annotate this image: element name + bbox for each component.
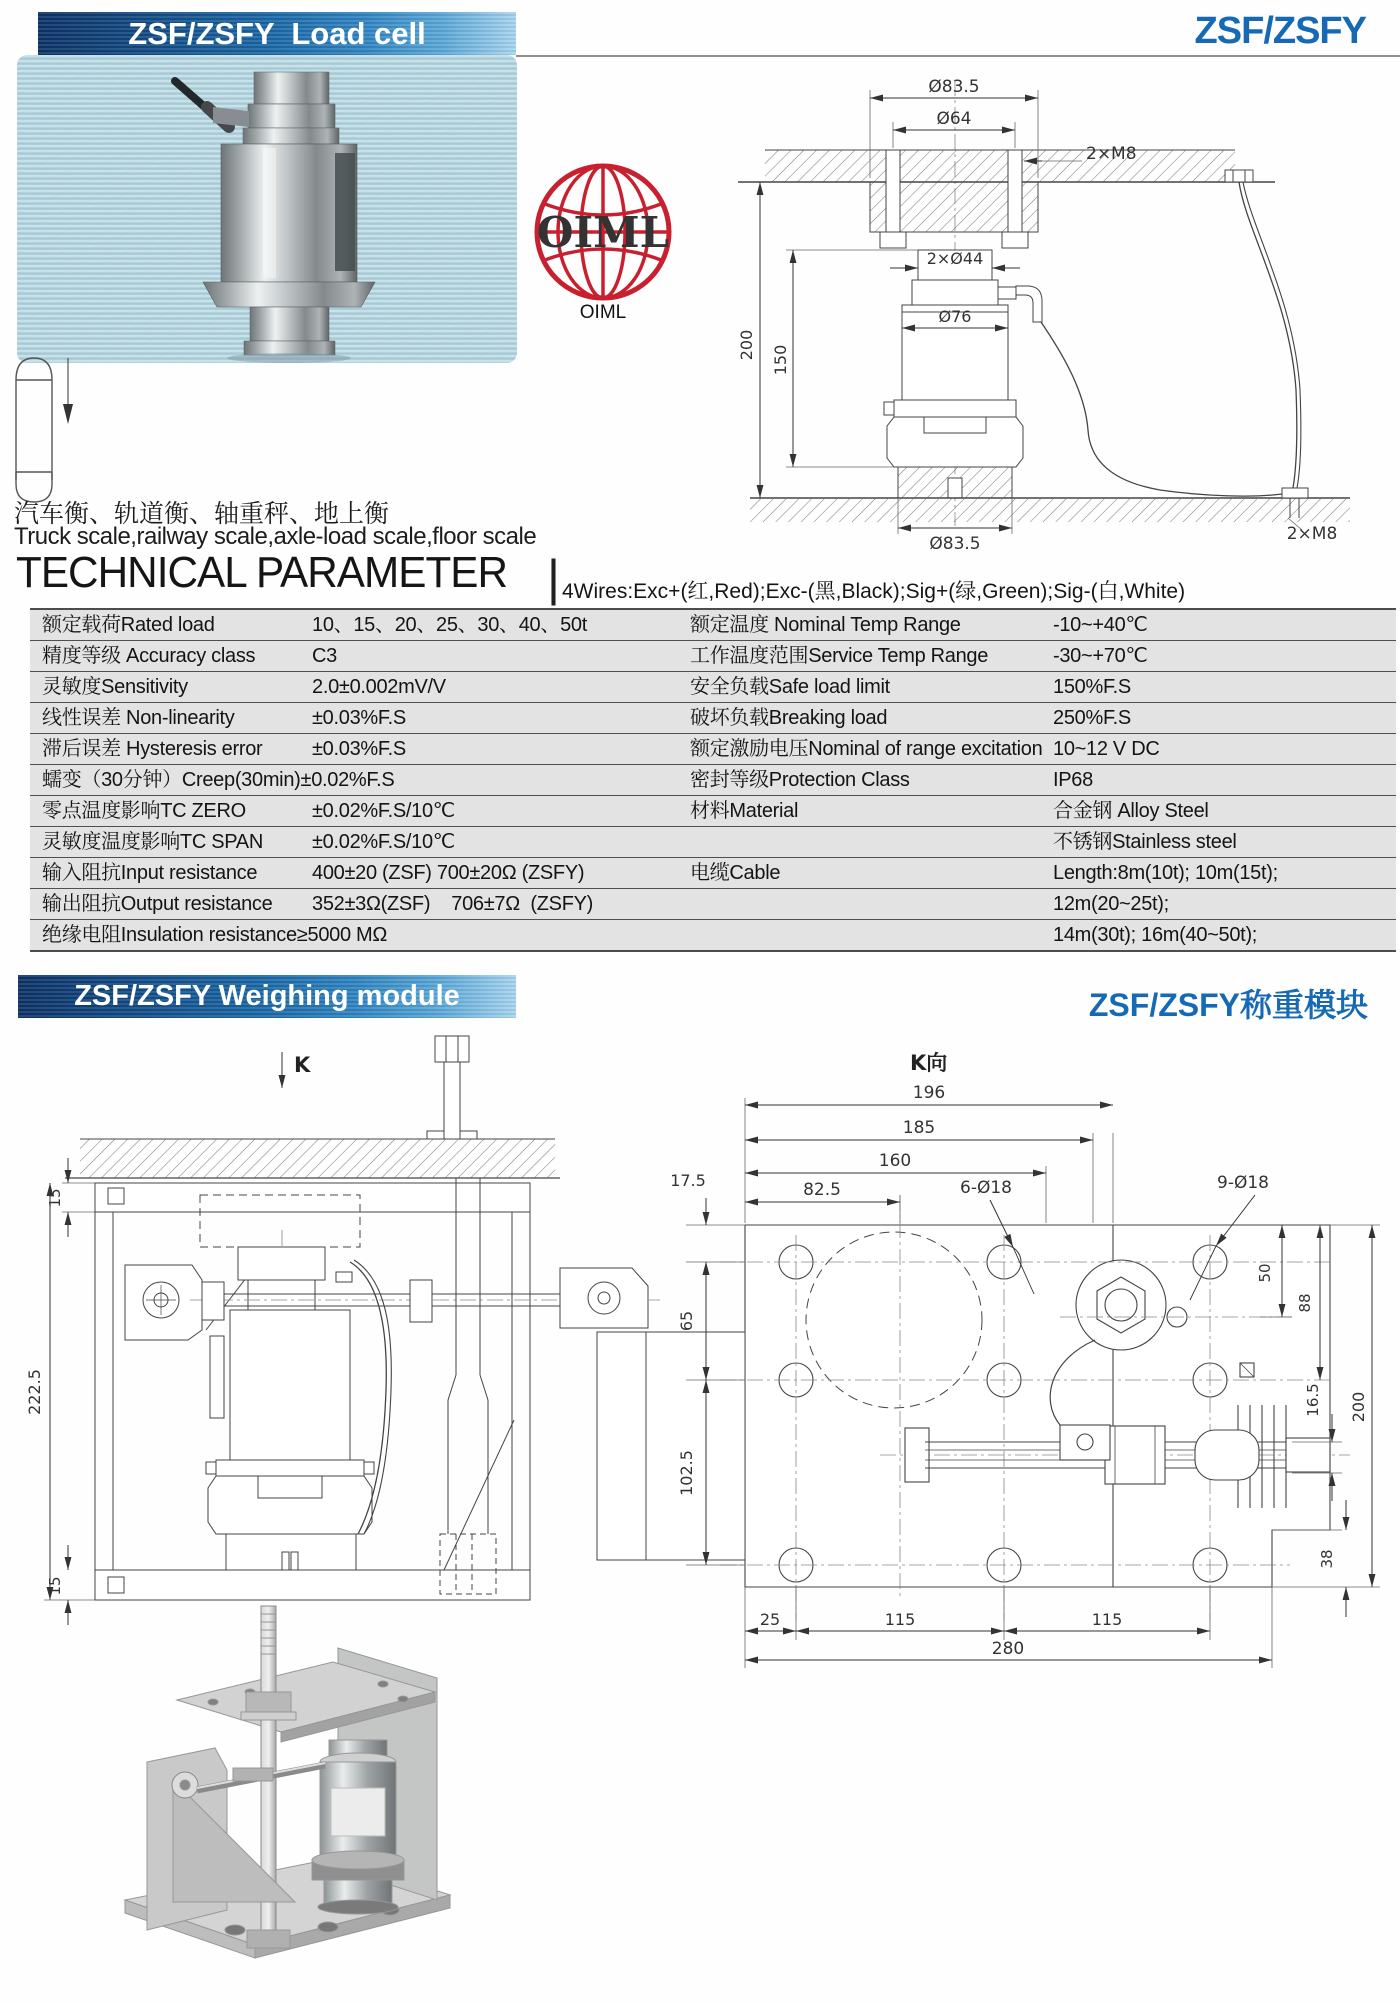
header-rule: [516, 55, 1400, 57]
dim-side-222: 222.5: [25, 1369, 44, 1415]
spec-label: 灵敏度Sensitivity: [42, 676, 188, 698]
dim-top-bolts: 2×M8: [1086, 144, 1137, 164]
table-row: [30, 610, 1396, 641]
dim-82-5: 82.5: [803, 1180, 841, 1200]
module-photo: [85, 1600, 475, 2000]
spec-label: 蠕变（30分钟）Creep(30min)±0.02%F.S: [42, 769, 395, 791]
loadcell-installation-drawing: [690, 60, 1400, 555]
spec-value: ±0.02%F.S/10℃: [312, 800, 455, 822]
module-banner: ZSF/ZSFY Weighing module: [18, 975, 516, 1018]
section-title-technical-parameter: TECHNICAL PARAMETER: [16, 548, 508, 597]
spec-label: 输入阻抗Input resistance: [42, 862, 258, 884]
module-assembly: [125, 1606, 450, 1958]
spec-label: 输出阻抗Output resistance: [42, 893, 273, 915]
spec-value: 10、15、20、25、30、40、50t: [312, 614, 587, 636]
spec-value: Length:8m(10t); 10m(15t);: [1053, 862, 1278, 884]
spec-value: 10~12 V DC: [1053, 738, 1160, 760]
dim-17-5: 17.5: [670, 1171, 706, 1190]
dim-38: 38: [1318, 1549, 1336, 1569]
dim-side-15-top: 15: [46, 1188, 64, 1208]
dim-50: 50: [1256, 1263, 1274, 1283]
dim-88: 88: [1296, 1293, 1314, 1313]
spec-value: ±0.02%F.S/10℃: [312, 831, 455, 853]
spec-value: -10~+40℃: [1053, 614, 1148, 636]
spec-value: 150%F.S: [1053, 676, 1131, 698]
spec-label: 额定温度 Nominal Temp Range: [690, 614, 961, 636]
dim-bolt-circle: Ø64: [936, 109, 972, 129]
oiml-logo: [533, 158, 673, 304]
down-arrow-icon: [63, 404, 73, 424]
dim-holes-9: 9-Ø18: [1217, 1173, 1269, 1193]
table-row: [30, 641, 1396, 672]
table-row: [30, 734, 1396, 765]
spec-label: 密封等级Protection Class: [690, 769, 910, 791]
capsule-sketch: [8, 352, 98, 512]
spec-value: C3: [312, 645, 337, 667]
dim-185: 185: [902, 1118, 936, 1138]
dim-115-a: 115: [884, 1610, 916, 1629]
table-row: [30, 796, 1396, 827]
spec-label: 零点温度影响TC ZERO: [42, 800, 246, 822]
dim-65: 65: [677, 1310, 696, 1332]
module-loadcell: [312, 1740, 404, 1914]
spec-label: 额定激励电压Nominal of range excitation: [690, 738, 1043, 760]
spec-value: 250%F.S: [1053, 707, 1131, 729]
application-caption-cn: 汽车衡、轨道衡、轴重秤、地上衡: [14, 500, 390, 528]
table-row: [30, 889, 1396, 920]
module-k-view: [597, 1051, 1380, 1668]
wiring-note: 4Wires:Exc+(红,Red);Exc-(黑,Black);Sig+(绿,Green);Sig-(白,White): [562, 580, 1186, 603]
application-caption-en: Truck scale,railway scale,axle-load scale,floor scale: [14, 523, 537, 550]
model-name: ZSF/ZSFY: [1194, 10, 1366, 52]
spec-table: [30, 608, 1396, 952]
spec-value: 2.0±0.002mV/V: [312, 676, 446, 698]
spec-label: 滞后误差 Hysteresis error: [42, 738, 263, 760]
spec-label: 材料Material: [690, 800, 799, 822]
spec-label: 破坏负载Breaking load: [690, 707, 888, 729]
dim-cell-height: 150: [771, 344, 790, 376]
spec-label: 精度等级 Accuracy class: [42, 645, 256, 667]
table-row: [30, 703, 1396, 734]
spec-label: 额定载荷Rated load: [42, 614, 215, 636]
spec-value: 400±20 (ZSF) 700±20Ω (ZSFY): [312, 862, 585, 884]
module-side-view: [25, 1036, 660, 1625]
oiml-globe-text: OIML: [536, 208, 670, 257]
dim-side-15-bottom: 15: [46, 1576, 64, 1596]
dim-total-height: 200: [737, 329, 756, 361]
page-title-banner: ZSF/ZSFY Load cell: [38, 12, 516, 55]
spec-label: 线性误差 Non-linearity: [42, 707, 235, 729]
dim-115-b: 115: [1091, 1610, 1123, 1629]
dim-bottom-bolts: 2×M8: [1286, 524, 1338, 544]
drawing-geometry: [738, 80, 1350, 526]
spec-value: 14m(30t); 16m(40~50t);: [1053, 924, 1258, 946]
table-row: [30, 765, 1396, 796]
spec-label: 电缆Cable: [690, 862, 781, 884]
dim-160: 160: [878, 1151, 912, 1171]
k-view-label: K向: [910, 1051, 948, 1075]
dim-16-5: 16.5: [1304, 1383, 1322, 1417]
module-title-cn: ZSF/ZSFY称重模块: [1088, 987, 1368, 1023]
spec-value: 12m(20~25t);: [1053, 893, 1169, 915]
spec-value: 不锈钢Stainless steel: [1053, 831, 1237, 853]
table-row: [30, 672, 1396, 703]
spec-value: ±0.03%F.S: [312, 738, 406, 760]
spec-label: 工作温度范围Service Temp Range: [690, 645, 989, 667]
dim-top-flange: Ø83.5: [928, 77, 980, 97]
spec-value: 352±3Ω(ZSF) 706±7Ω (ZSFY): [312, 893, 594, 915]
dim-holes-6: 6-Ø18: [960, 1178, 1012, 1198]
spec-label: 灵敏度温度影响TC SPAN: [42, 831, 263, 853]
spec-value: ±0.03%F.S: [312, 707, 406, 729]
title-divider: |: [547, 550, 560, 606]
table-row: [30, 827, 1396, 858]
spec-label: 绝缘电阻Insulation resistance≥5000 MΩ: [42, 924, 388, 946]
table-row: [30, 858, 1396, 889]
dim-boss: 2×Ø44: [926, 249, 984, 268]
loadcell-photo: [17, 55, 517, 363]
oiml-caption: OIML: [579, 302, 627, 323]
spec-value: 合金钢 Alloy Steel: [1053, 800, 1209, 822]
table-row: [30, 920, 1396, 950]
dim-280: 280: [991, 1639, 1025, 1659]
dim-body: Ø76: [938, 307, 972, 326]
dim-196: 196: [912, 1083, 946, 1103]
k-arrow-label: K: [294, 1053, 311, 1077]
dim-25: 25: [759, 1610, 781, 1629]
spec-value: IP68: [1053, 769, 1093, 791]
spec-label: 安全负载Safe load limit: [690, 676, 890, 698]
dim-base: Ø83.5: [929, 534, 981, 554]
dim-200: 200: [1349, 1391, 1368, 1423]
spec-value: -30~+70℃: [1053, 645, 1148, 667]
dim-102-5: 102.5: [677, 1450, 696, 1496]
